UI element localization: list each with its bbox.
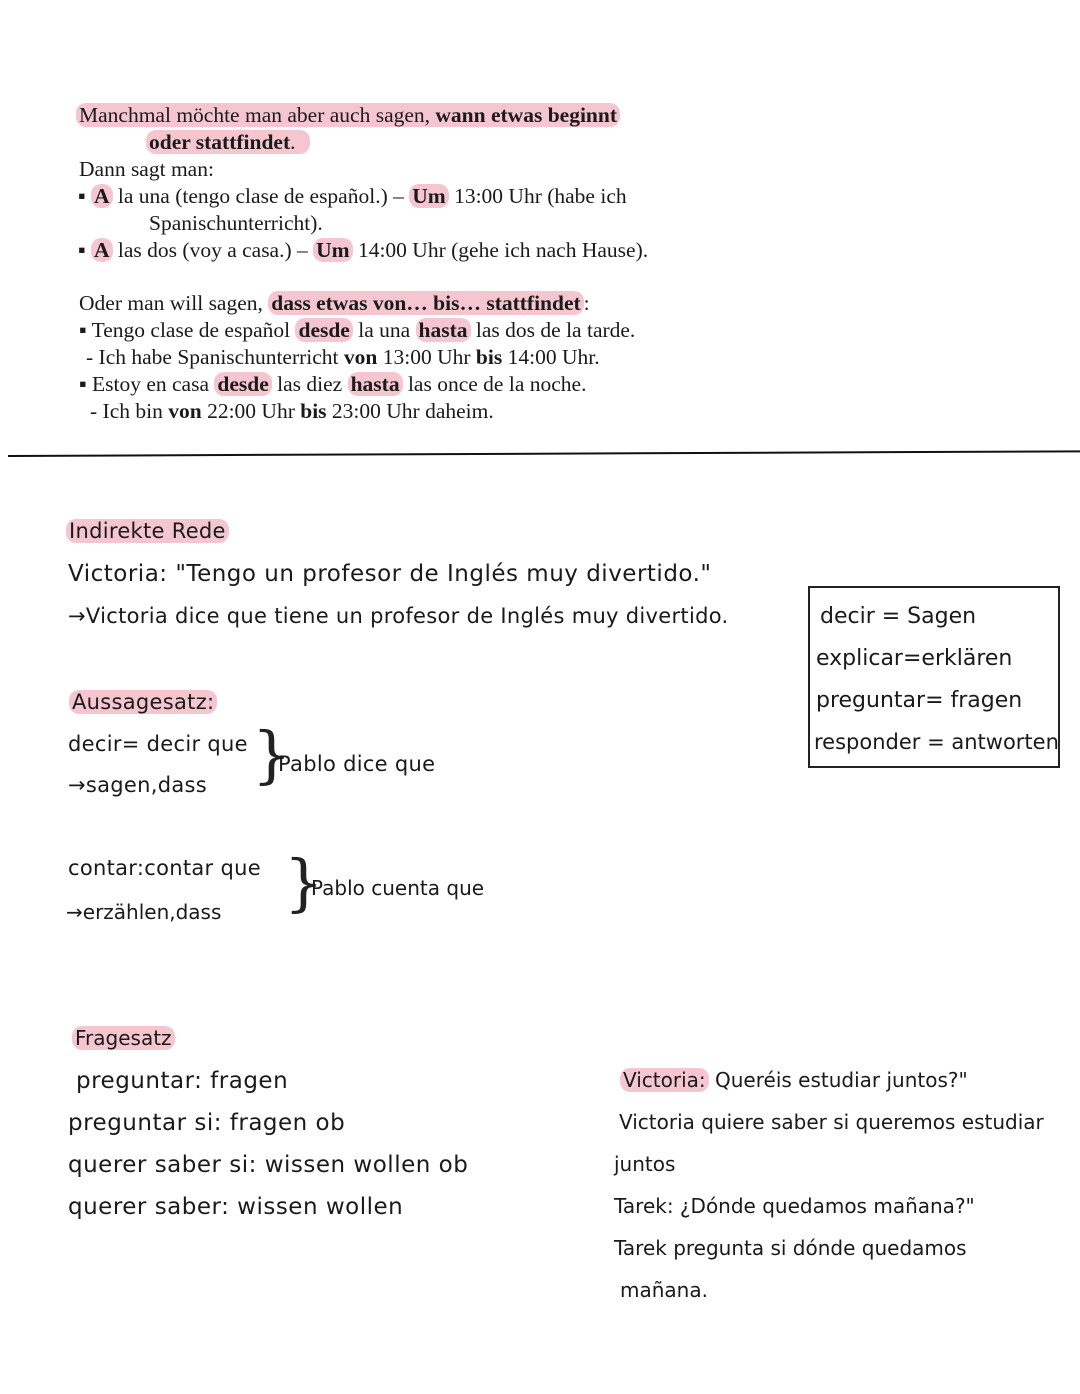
range-text: la una [352, 318, 416, 342]
keyword-um: Um [313, 238, 352, 262]
contar-line-1: contar:contar que [68, 856, 261, 880]
range-example-2-de [90, 399, 494, 424]
fragesatz-example-2-report: Tarek pregunta si dónde quedamos [614, 1236, 967, 1260]
example-dash: – [393, 184, 410, 208]
keyword-von: von [343, 345, 378, 369]
indirect-title-text: Indirekte Rede [66, 519, 229, 543]
range-text: 22:00 Uhr [201, 399, 301, 423]
section-divider [8, 450, 1080, 457]
vocab-item: explicar=erklären [816, 646, 1013, 671]
vocab-item: responder = antworten [814, 730, 1059, 754]
fragesatz-item: querer saber: wissen wollen [68, 1194, 404, 1220]
range-keyword: dass etwas von… bis… stattfindet [268, 291, 583, 315]
range-text: 14:00 Uhr. [502, 345, 600, 369]
range-colon: : [583, 291, 590, 315]
time-example-1 [78, 184, 627, 209]
range-text: las once de la noche. [402, 372, 587, 396]
intro-line-3: Dann sagt man: [79, 157, 214, 181]
keyword-von: von [168, 399, 202, 423]
range-intro [79, 291, 590, 316]
time-example-2 [78, 238, 648, 263]
intro-highlight-2 [146, 130, 310, 154]
range-example-2 [79, 372, 586, 397]
keyword-desde: desde [214, 372, 271, 396]
keyword-bis: bis [475, 345, 503, 369]
fragesatz-item: preguntar si: fragen ob [68, 1110, 346, 1136]
fragesatz-title [72, 1026, 175, 1050]
speaker-highlight: Victoria: [620, 1068, 709, 1092]
range-example-1 [79, 318, 635, 343]
range-text: 23:00 Uhr daheim. [326, 399, 494, 423]
time-example-1-cont: Spanischunterricht). [149, 211, 323, 235]
intro-keyword-1: wann etwas beginnt [435, 103, 617, 127]
fragesatz-example-2: Tarek: ¿Dónde quedamos mañana?" [614, 1194, 975, 1218]
intro-line-1 [76, 103, 620, 128]
example-text: 13:00 Uhr (habe ich [448, 184, 627, 208]
aussagesatz-title-text: Aussagesatz: [69, 690, 217, 714]
bullet: ▪ [78, 184, 86, 208]
intro-keyword-2: oder stattfindet [149, 130, 291, 154]
decir-example: Pablo dice que [278, 752, 436, 776]
intro-line-2 [146, 130, 310, 155]
range-text: - Ich bin [90, 399, 169, 423]
range-example-1-de [86, 345, 600, 370]
example-text: 14:00 Uhr (gehe ich nach Hause). [352, 238, 649, 262]
range-text: ▪ Tengo clase de español [79, 318, 296, 342]
keyword-a: A [91, 238, 113, 262]
keyword-desde: desde [295, 318, 352, 342]
contar-line-2: →erzählen,dass [66, 900, 222, 924]
range-text: ▪ Estoy en casa [79, 372, 215, 396]
indirect-title [66, 519, 229, 543]
vocab-box [808, 586, 1060, 768]
contar-example: Pablo cuenta que [311, 876, 485, 900]
keyword-bis: bis [300, 399, 327, 423]
decir-line-1: decir= decir que [68, 732, 248, 756]
intro-highlight-1 [76, 103, 620, 127]
fragesatz-item: querer saber si: wissen wollen ob [68, 1152, 469, 1178]
vocab-item: decir = Sagen [820, 604, 977, 629]
fragesatz-item: preguntar: fragen [76, 1068, 289, 1094]
fragesatz-example-1-report-cont: juntos [614, 1152, 676, 1176]
indirect-quote: Victoria: "Tengo un profesor de Inglés muy divertido." [68, 561, 712, 587]
keyword-hasta: hasta [416, 318, 471, 342]
quote-text: Queréis estudiar juntos?" [708, 1068, 968, 1092]
range-text: - Ich habe Spanischunterricht [86, 345, 344, 369]
fragesatz-example-1 [620, 1068, 968, 1092]
intro-text-1a: Manchmal möchte man aber auch sagen, [79, 103, 436, 127]
keyword-hasta: hasta [348, 372, 403, 396]
fragesatz-example-1-report: Victoria quiere saber si queremos estudiar [619, 1110, 1044, 1134]
example-text: la una (tengo clase de español.) [112, 184, 394, 208]
fragesatz-title-text: Fragesatz [72, 1026, 175, 1050]
keyword-a: A [91, 184, 113, 208]
range-text: las diez [271, 372, 348, 396]
vocab-item: preguntar= fragen [816, 688, 1023, 713]
indirect-report: →Victoria dice que tiene un profesor de Inglés muy divertido. [68, 604, 729, 628]
keyword-um: Um [409, 184, 448, 208]
bullet: ▪ [78, 238, 86, 262]
range-text: las dos de la tarde. [470, 318, 636, 342]
brace: } [252, 718, 292, 791]
aussagesatz-title [69, 690, 217, 714]
range-intro-text: Oder man will sagen, [79, 291, 269, 315]
range-text: 13:00 Uhr [377, 345, 476, 369]
brace: } [284, 846, 324, 919]
fragesatz-example-2-report-cont: mañana. [620, 1278, 708, 1302]
intro-period: . [290, 130, 296, 154]
decir-line-2: →sagen,dass [68, 773, 208, 797]
example-text: las dos (voy a casa.) – [112, 238, 314, 262]
